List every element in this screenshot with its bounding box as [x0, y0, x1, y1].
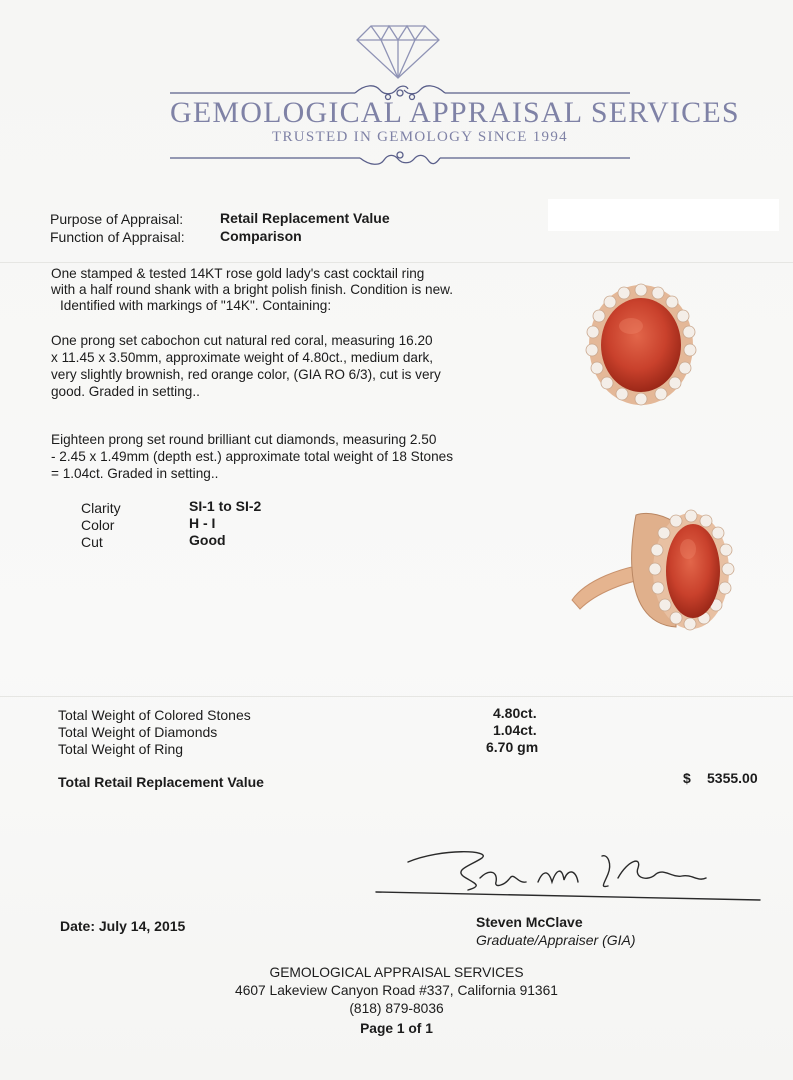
coral-description-line: good. Graded in setting..: [51, 384, 200, 399]
footer-phone: (818) 879-8036: [349, 1001, 444, 1016]
total-value-diamonds: 1.04ct.: [493, 722, 537, 738]
appraiser-title: Graduate/Appraiser (GIA): [476, 932, 636, 948]
total-label-diamonds: Total Weight of Diamonds: [58, 724, 218, 740]
grade-label-clarity: Clarity: [81, 500, 121, 516]
ornament-divider-icon: [170, 146, 630, 170]
total-label-colored-stones: Total Weight of Colored Stones: [58, 707, 251, 723]
diamond-logo-icon: [355, 22, 441, 80]
retail-currency: $: [683, 770, 691, 786]
total-value-ring: 6.70 gm: [486, 739, 539, 755]
grade-label-color: Color: [81, 517, 115, 533]
scan-line: [0, 696, 793, 697]
total-value-colored-stones: 4.80ct.: [493, 705, 537, 721]
function-value: Comparison: [220, 228, 302, 244]
ring-photo-top-view: [585, 282, 697, 408]
footer-company: GEMOLOGICAL APPRAISAL SERVICES: [269, 965, 524, 980]
footer-address: 4607 Lakeview Canyon Road #337, California 91361: [235, 983, 558, 998]
grade-value-color: H - I: [189, 515, 216, 531]
retail-amount: 5355.00: [707, 770, 758, 786]
appraiser-signature: [372, 842, 764, 906]
grade-label-cut: Cut: [81, 534, 103, 550]
diamond-description-line: = 1.04ct. Graded in setting..: [51, 466, 219, 481]
description-line: One stamped & tested 14KT rose gold lady's cast cocktail ring: [51, 266, 425, 281]
diamond-description-line: Eighteen prong set round brilliant cut diamonds, measuring 2.50: [51, 432, 437, 447]
total-label-ring: Total Weight of Ring: [58, 741, 184, 757]
diamond-description-line: - 2.45 x 1.49mm (depth est.) approximate total weight of 18 Stones: [51, 449, 453, 464]
grade-value-clarity: SI-1 to SI-2: [189, 498, 262, 514]
redaction-box: [548, 199, 779, 231]
purpose-value: Retail Replacement Value: [220, 210, 390, 226]
retail-value-label: Total Retail Replacement Value: [58, 774, 264, 790]
grade-value-cut: Good: [189, 532, 226, 548]
appraisal-date: Date: July 14, 2015: [60, 918, 186, 934]
company-tagline: TRUSTED IN GEMOLOGY SINCE 1994: [272, 129, 568, 145]
coral-description-line: x 11.45 x 3.50mm, approximate weight of 4.80ct., medium dark,: [51, 350, 434, 365]
company-logo-title: GEMOLOGICAL APPRAISAL SERVICES: [170, 96, 740, 129]
coral-description-line: One prong set cabochon cut natural red coral, measuring 16.20: [51, 333, 433, 348]
description-line: with a half round shank with a bright polish finish. Condition is new.: [51, 282, 453, 297]
coral-description-line: very slightly brownish, red orange color, (GIA RO 6/3), cut is very: [51, 367, 441, 382]
page-number: Page 1 of 1: [360, 1021, 433, 1036]
purpose-label: Purpose of Appraisal:: [50, 211, 184, 227]
description-line: Identified with markings of "14K". Containing:: [60, 298, 332, 313]
scan-line: [0, 262, 793, 263]
ring-photo-side-view: [566, 505, 736, 635]
appraiser-name: Steven McClave: [476, 914, 583, 930]
function-label: Function of Appraisal:: [50, 229, 185, 245]
